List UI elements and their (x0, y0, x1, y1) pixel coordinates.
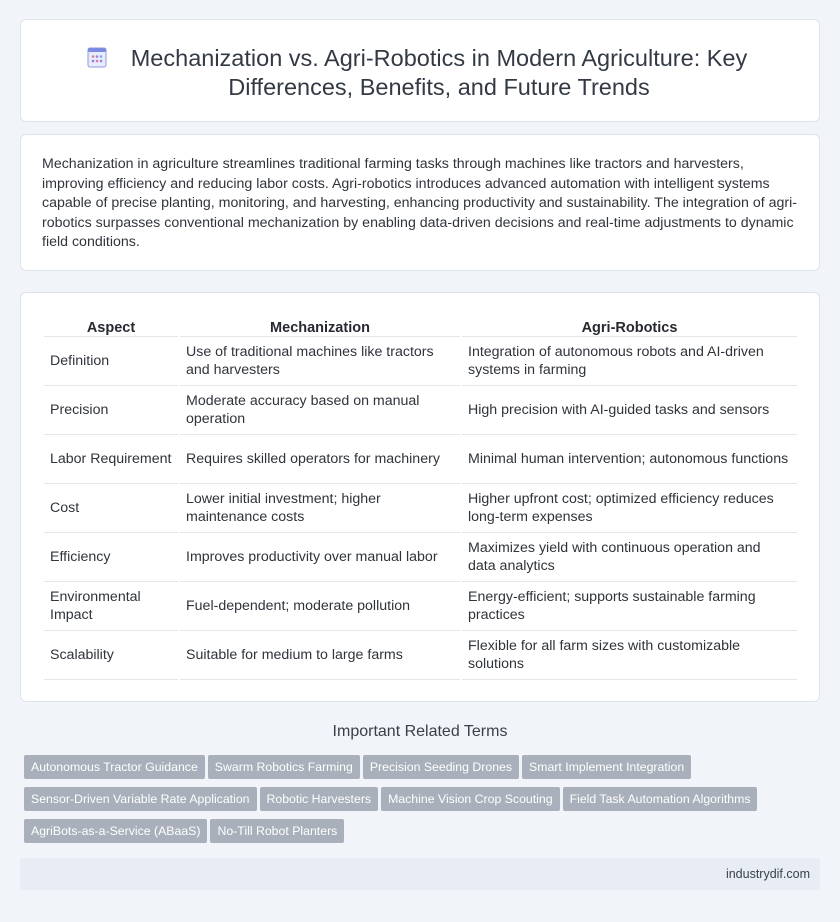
table-cell-agri-robotics: Integration of autonomous robots and AI-driven systems in farming (462, 337, 797, 386)
tag-row (24, 787, 804, 819)
table-cell-agri-robotics: Maximizes yield with continuous operation and data analytics (462, 533, 797, 582)
table-cell-aspect: Scalability (44, 631, 178, 680)
related-term-tag[interactable]: Precision Seeding Drones (363, 755, 519, 779)
table-cell-mechanization: Improves productivity over manual labor (180, 533, 460, 582)
title-card (20, 19, 820, 122)
related-term-tag[interactable]: Sensor-Driven Variable Rate Application (24, 787, 257, 811)
table-row (44, 435, 797, 484)
table-cell-agri-robotics: Higher upfront cost; optimized efficiency reduces long-term expenses (462, 484, 797, 533)
column-header-mechanization: Mechanization (180, 317, 460, 337)
table-cell-agri-robotics: High precision with AI-guided tasks and sensors (462, 386, 797, 435)
related-term-tag[interactable]: Smart Implement Integration (522, 755, 691, 779)
table-cell-agri-robotics: Energy-efficient; supports sustainable farming practices (462, 582, 797, 631)
table-cell-mechanization: Suitable for medium to large farms (180, 631, 460, 680)
table-row (44, 533, 797, 582)
table-row (44, 386, 797, 435)
table-row (44, 582, 797, 631)
table-cell-aspect: Labor Requirement (44, 435, 178, 484)
related-terms-title: Important Related Terms (332, 723, 508, 740)
table-cell-aspect: Efficiency (44, 533, 178, 582)
table-cell-mechanization: Use of traditional machines like tractors and harvesters (180, 337, 460, 386)
table-cell-aspect: Cost (44, 484, 178, 533)
comparison-table (42, 317, 799, 680)
related-term-tag[interactable]: Machine Vision Crop Scouting (381, 787, 560, 811)
intro-card (20, 134, 820, 271)
table-cell-aspect: Environmental Impact (44, 582, 178, 631)
footer (20, 858, 820, 890)
table-cell-mechanization: Moderate accuracy based on manual operation (180, 386, 460, 435)
table-cell-aspect: Precision (44, 386, 178, 435)
table-cell-mechanization: Lower initial investment; higher maintenance costs (180, 484, 460, 533)
related-term-tag[interactable]: No-Till Robot Planters (210, 819, 344, 843)
comparison-card (20, 292, 820, 702)
table-header-row (44, 317, 797, 337)
table-row (44, 337, 797, 386)
table-cell-aspect: Definition (44, 337, 178, 386)
column-header-agri-robotics: Agri-Robotics (462, 317, 797, 337)
related-terms-list (24, 755, 804, 851)
table-cell-mechanization: Fuel-dependent; moderate pollution (180, 582, 460, 631)
intro-paragraph: Mechanization in agriculture streamlines traditional farming tasks through machines like tractors and harvesters, improving efficiency and reducing labor costs. Agri-robotics introduces advanced automation with intelligent systems capable of precise planting, monitoring, and harvesting, enhancing productivity and sustainability. The integration of agri-robotics surpasses conventional mechanization by enabling data-driven decisions and real-time adjustments to dynamic field conditions. (42, 156, 798, 250)
table-cell-mechanization: Requires skilled operators for machinery (180, 435, 460, 484)
related-term-tag[interactable]: Autonomous Tractor Guidance (24, 755, 205, 779)
table-row (44, 631, 797, 680)
table-row (44, 484, 797, 533)
table-cell-agri-robotics: Minimal human intervention; autonomous functions (462, 435, 797, 484)
tag-row (24, 819, 804, 851)
page-title: Mechanization vs. Agri-Robotics in Modern Agriculture: Key Differences, Benefits, and Future Trends (130, 45, 748, 100)
footer-site-link[interactable]: industrydif.com (725, 867, 810, 881)
related-term-tag[interactable]: Robotic Harvesters (260, 787, 379, 811)
related-term-tag[interactable]: Field Task Automation Algorithms (563, 787, 758, 811)
related-term-tag[interactable]: Swarm Robotics Farming (208, 755, 360, 779)
column-header-aspect: Aspect (44, 317, 178, 337)
related-term-tag[interactable]: AgriBots-as-a-Service (ABaaS) (24, 819, 207, 843)
tag-row (24, 755, 804, 787)
table-cell-agri-robotics: Flexible for all farm sizes with customizable solutions (462, 631, 797, 680)
